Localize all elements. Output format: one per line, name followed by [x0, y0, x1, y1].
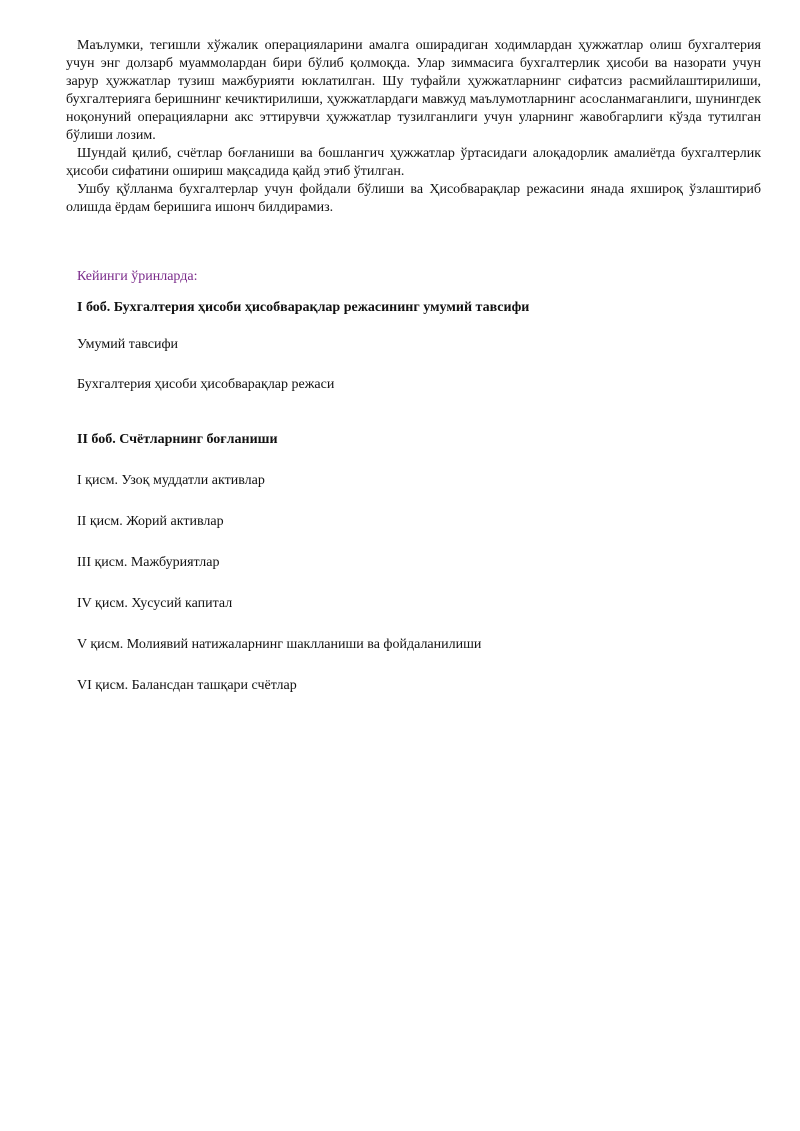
- intro-paragraph: Шундай қилиб, счётлар боғланиши ва бошлангич ҳужжатлар ўртасидаги алоқадорлик амалиётда бухгалтерлик ҳисоби сифатини ошириш мақсадида қайд этиб ўтилган.: [66, 146, 761, 179]
- toc-item: IV қисм. Хусусий капитал: [77, 596, 233, 611]
- toc-item: V қисм. Молиявий натижаларнинг шаклланиши ва фойдаланилиши: [77, 637, 482, 652]
- toc-heading: Кейинги ўринларда:: [77, 269, 198, 284]
- toc-item: III қисм. Мажбуриятлар: [77, 555, 220, 570]
- table-of-contents: [77, 263, 757, 697]
- intro-paragraph: Ушбу қўлланма бухгалтерлар учун фойдали бўлиши ва Ҳисобварақлар режасини янада яхшироқ ўзлаштириб олишда ёрдам беришига ишонч билдирамиз.: [66, 182, 761, 215]
- toc-item: Умумий тавсифи: [77, 337, 179, 352]
- toc-item: VI қисм. Балансдан ташқари счётлар: [77, 678, 297, 693]
- toc-item: II қисм. Жорий активлар: [77, 514, 224, 529]
- toc-item: Бухгалтерия ҳисоби ҳисобварақлар режаси: [77, 377, 335, 392]
- intro-text: [66, 37, 761, 217]
- chapter-title: I боб. Бухгалтерия ҳисоби ҳисобварақлар режасининг умумий тавсифи: [77, 300, 530, 315]
- toc-item: I қисм. Узоқ муддатли активлар: [77, 473, 265, 488]
- intro-paragraph: Маълумки, тегишли хўжалик операцияларини амалга оширадиган ходимлардан ҳужжатлар олиш бухгалтерия учун энг долзарб муаммолардан бири бўлиб қолмоқда. Улар зиммасига бухгалтерлик ҳисоби ва назорати учун зарур ҳужжатлар тузиш мажбурияти юклатилган. Шу туфайли ҳужжатларнинг сифатсиз расмийлаштирилиши, бухгалтерияга беришнинг кечиктирилиши, ҳужжатлардаги мавжуд маълумотларнинг асосланмаганлиги, шунингдек ноқонуний операцияларни акс эттирувчи ҳужжатлар тузилганлиги учун уларнинг жавобгарлиги кўзда тутилган бўлиши лозим.: [66, 38, 761, 143]
- chapter-title: II боб. Счётларнинг боғланиши: [77, 432, 278, 447]
